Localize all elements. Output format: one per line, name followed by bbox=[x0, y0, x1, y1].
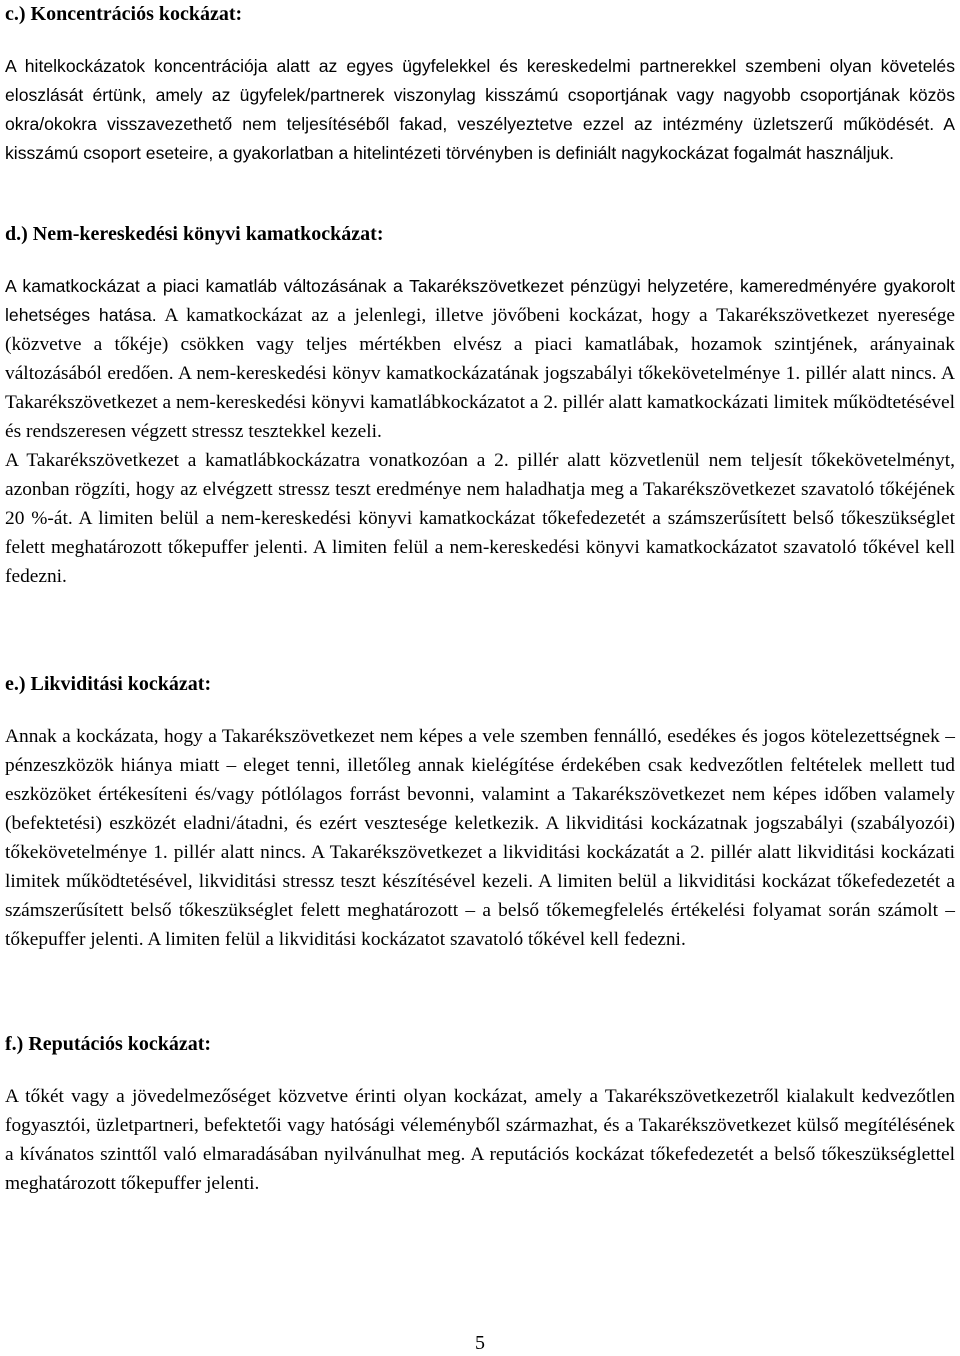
section-heading: d.) Nem-kereskedési könyvi kamatkockázat: bbox=[5, 223, 384, 245]
section-heading: e.) Likviditási kockázat: bbox=[5, 673, 212, 695]
section-reputation-risk bbox=[5, 1030, 955, 1198]
section-paragraph: Annak a kockázata, hogy a Takarékszövetkezet nem képes a vele szemben fennálló, esedékes és jogos kötelezettségnek – pénzeszközök hiánya miatt – eleget tenni, illetőleg annak kielégítése érdekében csak kedvezőtlen feltételek mellett tud eszközöket értékesíteni és/vagy pótlólagos forrást bevonni, valamint a Takarékszövetkezet nem képes időben valamely (befektetési) eszközét eladni/átadni, és ezért vesztesége keletkezik. A likviditási kockázatnak jogszabályi (szabályozói) tőkekövetelménye 1. pillér alatt nincs. A Takarékszövetkezet a likviditási kockázatát a 2. pillér alatt likviditási kockázati limitek működtetésével, likviditási stressz teszt készítésével kezeli. A limiten belül a likviditási kockázat tőkefedezetét a számszerűsített belső tőkeszükséglet felett meghatározott – a belső tőkemegfelelés értékelési folyamat során számolt – tőkepuffer jelenti. A limiten felül a likviditási kockázatot szavatoló tőkével kell fedezni. bbox=[5, 726, 955, 950]
paragraph-rest-text: A kamatkockázat az a jelenlegi, illetve jövőbeni kockázat, hogy a Takarékszövetkezet nyeresége (közvetve a tőkéje) csökken vagy teljes mértékben elvész a piaci kamatlábak, hozamok szintjének, arányainak változásából eredően. A nem-kereskedési könyv kamatkockázatának jogszabályi tőkekövetelménye 1. pillér alatt nincs. A Takarékszövetkezet a nem-kereskedési könyvi kamatlábkockázatot a 2. pillér alatt kamatkockázati limitek működtetésével és rendszeresen végzett stressz tesztekkel kezeli. bbox=[5, 305, 956, 442]
section-paragraph: A tőkét vagy a jövedelmezőséget közvetve érinti olyan kockázat, amely a Takarékszövetkezetről kialakult kedvezőtlen fogyasztói, üzletpartneri, befektetői vagy hatósági véleményből származhat, és a Takarékszövetkezet külső megítélésének a kívánatos szinttől való elmaradásában nyilvánulhat meg. A reputációs kockázat tőkefedezetét a belső tőkeszükséglettel meghatározott tőkepuffer jelenti. bbox=[5, 1086, 955, 1194]
section-paragraph: A hitelkockázatok koncentrációja alatt az egyes ügyfelekkel és kereskedelmi partnerekkel szembeni olyan követelés eloszlását értünk, amely az ügyfelek/partnerek viszonylag kisszámú csoportjának vagy nagyobb csoportjának közös okra/okokra visszavezethető nem teljesítéséből fakad, veszélyeztetve ezzel az intézmény üzletszerű működését. A kisszámú csoport eseteire, a gyakorlatban a hitelintézeti törvényben is definiált nagykockázat fogalmát használjuk. bbox=[5, 56, 955, 163]
section-heading: f.) Reputációs kockázat: bbox=[5, 1033, 212, 1055]
section-paragraph-2: A Takarékszövetkezet a kamatlábkockázatra vonatkozóan a 2. pillér alatt közvetlenül nem teljesít tőkekövetelményt, azonban rögzíti, hogy az elvégzett stressz teszt eredménye nem haladhatja meg a Takarékszövetkezet szavatoló tőkéjének 20 %-át. A limiten belül a nem-kereskedési könyvi kamatkockázat tőkefedezetét a számszerűsített belső tőkeszükséglet felett meghatározott tőkepuffer jelenti. A limiten felül a nem-kereskedési könyvi kamatkockázatot szavatoló tőkével kell fedezni. bbox=[5, 450, 955, 587]
section-interest-rate-risk bbox=[5, 220, 955, 591]
section-paragraph bbox=[5, 272, 955, 446]
section-liquidity-risk bbox=[5, 670, 955, 954]
section-heading: c.) Koncentrációs kockázat: bbox=[5, 3, 243, 25]
paragraph-lead-text: A kamatkockázat a piaci kamatláb változásának a Takarékszövetkezet pénzügyi helyzetére, kameredményére gyakorolt lehetséges hatása. bbox=[5, 276, 955, 325]
page-number: 5 bbox=[475, 1332, 485, 1354]
section-concentration-risk bbox=[5, 0, 955, 168]
